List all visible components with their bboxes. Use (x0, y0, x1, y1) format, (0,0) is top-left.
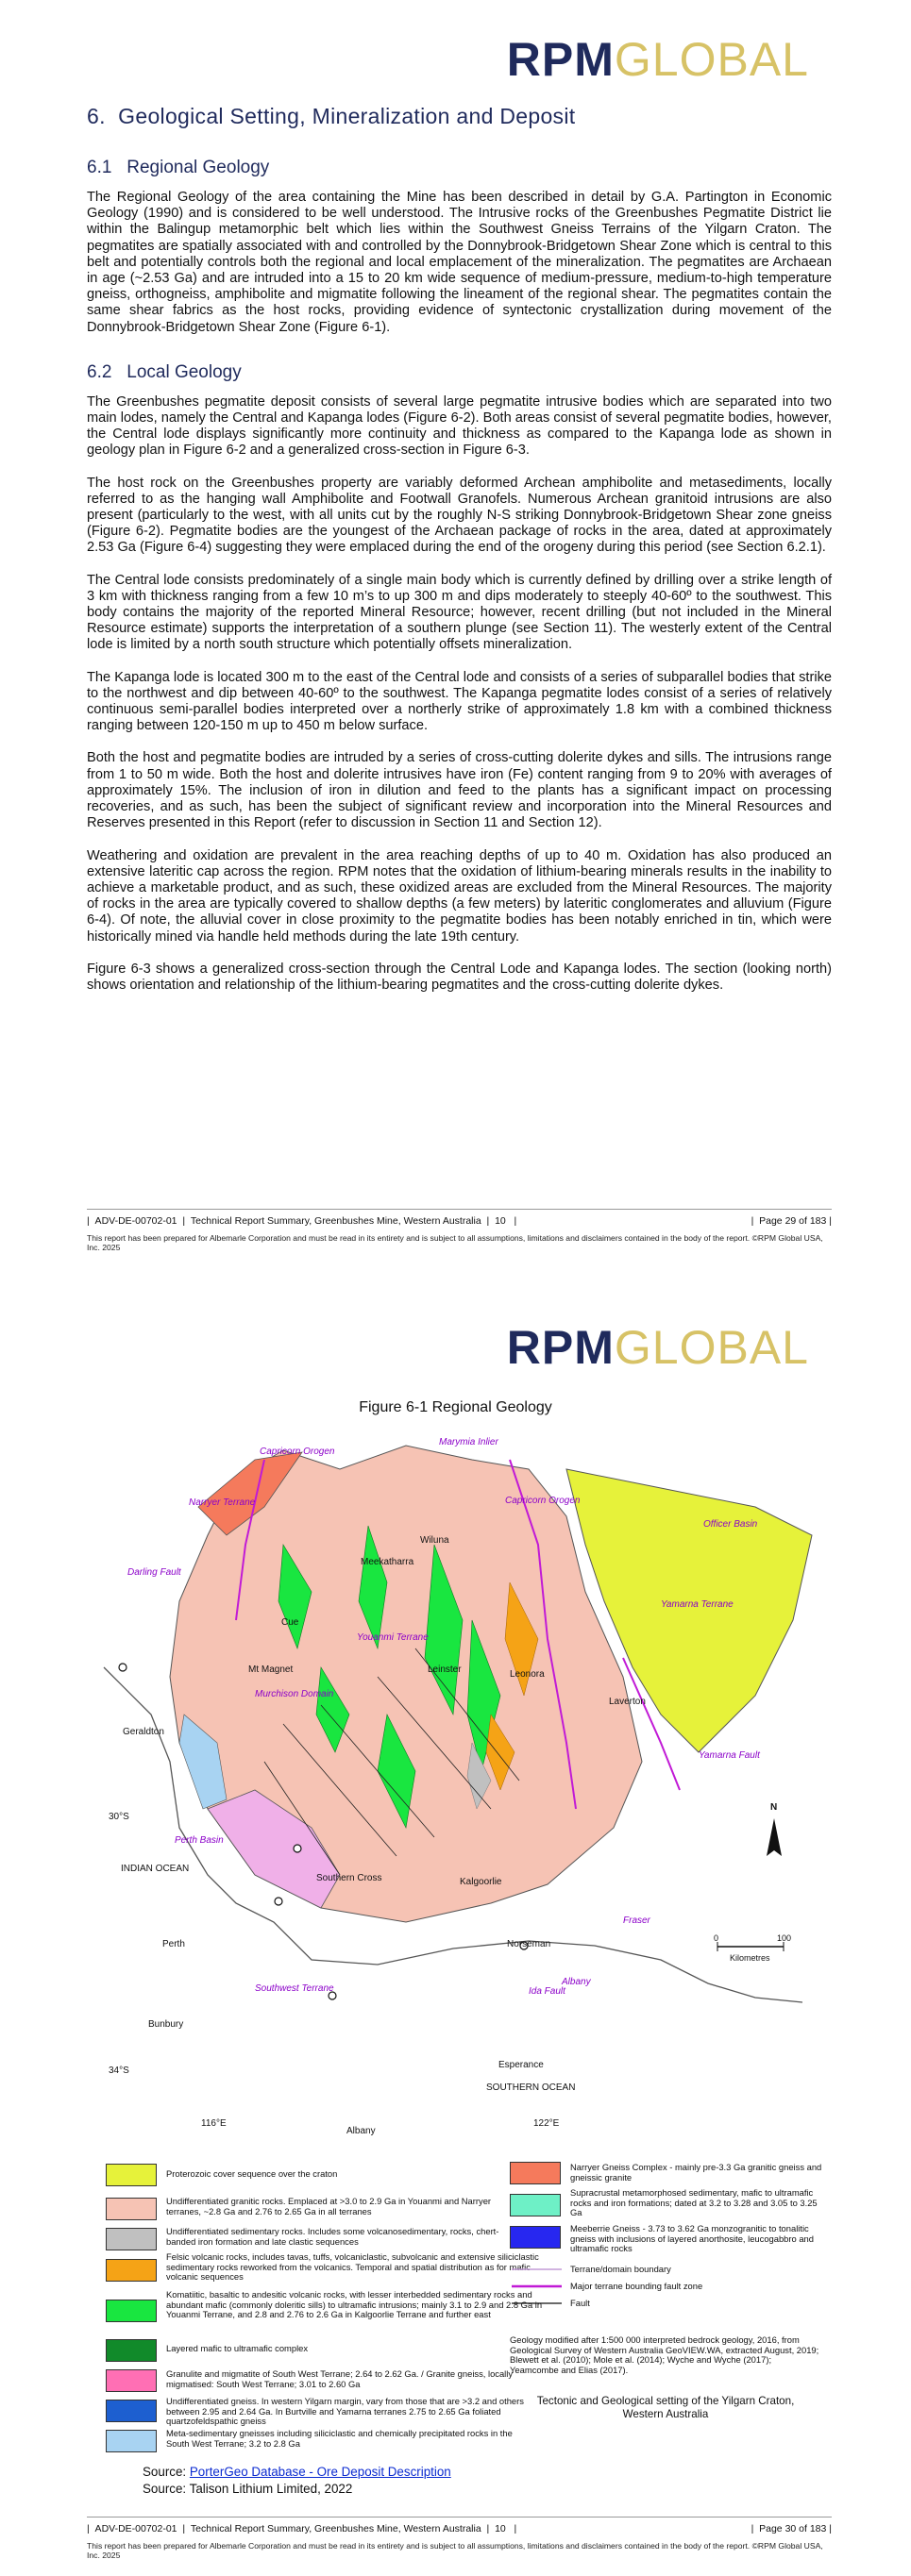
geology-source-note: Geology modified after 1:500 000 interpreted bedrock geology, 2016, from Geological Survey of Western Australia GeoVIEW.WA, extracted August, 2019; Blewett et al. (2010); Mole et al. (2014); Wyche and Wyche (2017); Yeamcombe and Elias (2017). (510, 2334, 819, 2375)
legend-item: Felsic volcanic rocks, includes tavas, tuffs, volcaniclastic, subvolcanic and extensive siliciclastic sedimentary rocks reworked from the volcanics. Temporal and spatial distribution as for mafic volcanic sequences (166, 2251, 539, 2283)
map-label-laverton: Laverton (609, 1697, 646, 1707)
map-label-kalgoorlie: Kalgoorlie (460, 1877, 502, 1887)
map-label-meekatharra: Meekatharra (361, 1557, 414, 1567)
legend-swatch (106, 2300, 157, 2322)
map-label-southern-ocean: SOUTHERN OCEAN (486, 2083, 576, 2093)
footer-page-number: | Page 29 of 183 | (751, 1215, 832, 1227)
footer-disclaimer: This report has been prepared for Albemarle Corporation and must be read in its entirety and is subject to all assumptions, limitations and disclaimers contained in the body of the report. ©RPM Global USA, Inc. 2025 (87, 1233, 823, 1252)
rpm-global-logo (506, 1321, 809, 1374)
legend-item: Granulite and migmatite of South West Terrane; 2.64 to 2.62 Ga. / Granite gneiss, locally migmatised: South West Terrane; 3.01 to 2.60 Ga (166, 2368, 514, 2389)
map-label-albany-fault: Albany (562, 1977, 591, 1987)
figure-source-2: Source: Talison Lithium Limited, 2022 (143, 2482, 353, 2496)
legend-swatch (510, 2162, 561, 2184)
source-prefix: Source: (143, 2465, 190, 2479)
legend-swatch (106, 2430, 157, 2452)
map-label-cue: Cue (281, 1617, 299, 1628)
map-label-capricorn-orogen: Capricorn Orogen (260, 1447, 335, 1457)
map-label-leinster: Leinster (428, 1664, 462, 1675)
local-geology-paragraph-2: The host rock on the Greenbushes property are variably deformed Archean amphibolite and metasediments, locally referred to as the hanging wall Amphibolite and Footwall Granofels. Numerous Archean granitoid intrusions are also present (particularly to the west, with all units cut by the roughly N-S striking Donnybrook-Bridgetown Shear zone gneiss (Figure 6-2). Pegmatite bodies are the youngest of the Archaean package of rocks in the area, dated at approximately 2.53 Ga (Figure 6-4) suggesting they were emplaced during the end of the orogeny during this period (see Section 6.2.1). (87, 475, 832, 556)
logo-global: GLOBAL (614, 1321, 809, 1374)
map-label-marymia-inlier: Marymia Inlier (439, 1437, 498, 1447)
map-caption: Tectonic and Geological setting of the Yilgarn Craton, Western Australia (536, 2395, 795, 2420)
map-label-leonora: Leonora (510, 1669, 545, 1680)
legend-line-terrane-boundary: Terrane/domain boundary (570, 2264, 671, 2274)
map-label-fraser: Fraser (623, 1915, 650, 1926)
local-geology-paragraph-7: Figure 6-3 shows a generalized cross-section through the Central Lode and Kapanga lodes. The section (looking north) shows orientation and relationship of the lithium-bearing pegmatites and the cross-cutting dolerite dykes. (87, 961, 832, 993)
section-6-heading: 6. Geological Setting, Mineralization and Deposit (87, 104, 576, 128)
legend-swatch (510, 2194, 561, 2216)
map-label-youanmi-terrane: Youanmi Terrane (357, 1632, 429, 1643)
map-label-kilometres: Kilometres (730, 1953, 770, 1963)
map-label-narryer-terrane: Narryer Terrane (189, 1497, 256, 1508)
rpm-global-logo (506, 33, 809, 86)
legend-item: Narryer Gneiss Complex - mainly pre-3.3 Ga granitic gneiss and gneissic granite (570, 2162, 822, 2183)
map-label-bunbury: Bunbury (148, 2019, 184, 2030)
section-6-2-title: 6.2 Local Geology (87, 361, 242, 382)
logo-rpm: RPM (506, 1321, 615, 1374)
section-6-1 (87, 158, 832, 994)
local-geology-paragraph-6: Weathering and oxidation are prevalent in the area reaching depths of up to 40 m. Oxidation has also produced an extensive lateritic cap across the region. RPM notes that the oxidation of lithium-bearing minerals results in the inability to achieve a marketable product, and as such, these oxidized areas are excluded from the Mineral Resources. The majority of rocks in the area are typically covered to shallow depths (a few meters) by lateritic conglomerates and alluvium (Figure 6-4). Of note, the alluvial cover in close proximity to the pegmatite bodies has been notably enriched in tin, which were historically mined via handle held methods during the late 19th century. (87, 847, 832, 945)
legend-swatch (106, 2198, 157, 2220)
map-label-darling-fault: Darling Fault (127, 1567, 181, 1578)
legend-item: Undifferentiated sedimentary rocks. Includes some volcanosedimentary, rocks, chert-banded iron formation and late clastic sequences (166, 2226, 499, 2247)
figure-title: Figure 6-1 Regional Geology (359, 1399, 552, 1415)
legend-item: Meta-sedimentary gneisses including siliciclastic and chemically precipitated rocks in the South West Terrane; 3.2 to 2.8 Ga (166, 2428, 513, 2449)
map-label-wiluna: Wiluna (420, 1535, 449, 1546)
regional-geology-paragraph: The Regional Geology of the area containing the Mine has been described in detail by G.A. Partington in Economic Geology (1990) and is considered to be well understood. The Intrusive rocks of the Greenbushes Pegmatite District lie within the Balingup metamorphic belt which lies within the Southwest Gneiss Terrains of the Yilgarn Craton. The pegmatites are spatially associated with and controlled by the Donnybrook-Bridgetown Shear Zone which is central to this belt and potentially controls both the regional and local emplacement of the mineralization. The pegmatites are Archaean in age (~2.53 Ga) and are intruded into a 15 to 20 km wide sequence of medium-pressure, medium-to-high temperature gneiss, orthogneiss, amphibolite and migmatite following the lineament of the regional shear. The pegmatites contain the same shear fabrics as the host rocks, providing evidence of syntectonic crystallization during movement of the Donnybrook-Bridgetown Shear Zone (Figure 6-1). (87, 190, 832, 335)
footer-doc-ref: | ADV-DE-00702-01 | Technical Report Summary, Greenbushes Mine, Western Australia | 10 | (87, 2523, 517, 2534)
map-label-yamarna-fault: Yamarna Fault (699, 1750, 760, 1761)
legend-item: Undifferentiated granitic rocks. Emplaced at >3.0 to 2.9 Ga in Youanmi and Narryer terranes, ~2.8 Ga and 2.76 to 2.65 Ga in all terranes (166, 2196, 492, 2216)
legend-swatch (510, 2226, 561, 2249)
legend-item: Supracrustal metamorphosed sedimentary, mafic to ultramafic rocks and iron formations; dated at 3.2 to 3.28 and 3.05 to 3.25 Ga (570, 2187, 818, 2218)
legend-swatch (106, 2369, 157, 2392)
legend-line-major-fault: Major terrane bounding fault zone (570, 2281, 703, 2291)
north-arrow-icon (767, 1818, 782, 1856)
figure-source-1 (143, 2465, 451, 2479)
footer-divider (87, 1209, 832, 1210)
map-label-southwest-terrane: Southwest Terrane (255, 1983, 334, 1994)
map-label-34s: 34°S (109, 2066, 129, 2076)
legend-item: Proterozoic cover sequence over the craton (166, 2168, 338, 2179)
map-label-capricorn-orogen-2: Capricorn Orogen (505, 1496, 581, 1506)
map-label-indian-ocean: INDIAN OCEAN (121, 1864, 190, 1874)
footer-disclaimer: This report has been prepared for Albemarle Corporation and must be read in its entirety and is subject to all assumptions, limitations and disclaimers contained in the body of the report. ©RPM Global USA, Inc. 2025 (87, 2541, 823, 2560)
line-legend-symbols (510, 2262, 566, 2318)
map-label-north: N (770, 1802, 778, 1813)
legend-swatch (106, 2400, 157, 2422)
map-label-yamarna-terrane: Yamarna Terrane (661, 1599, 734, 1610)
map-label-ida-fault: Ida Fault (529, 1986, 565, 1997)
legend-line-fault: Fault (570, 2298, 590, 2308)
map-label-norseman: Norseman (507, 1939, 551, 1949)
section-6-1-title: 6.1 Regional Geology (87, 158, 270, 177)
map-label-perth: Perth (162, 1939, 185, 1949)
legend-item: Undifferentiated gneiss. In western Yilgarn margin, vary from those that are >3.2 and others between 2.95 and 2.64 Ga. In Burtville and Yamarna terranes 2.75 to 2.65 Ga foliated quartzofeldspathic gneiss (166, 2396, 524, 2427)
legend-swatch (106, 2259, 157, 2282)
map-label-scale-100: 100 (777, 1933, 792, 1943)
map-label-esperance: Esperance (498, 2060, 544, 2070)
legend-item: Meeberrie Gneiss - 3.73 to 3.62 Ga monzogranitic to tonalitic gneiss with inclusions of layered anorthosite, leucogabbro and ultramafic rocks (570, 2223, 814, 2254)
footer-page-number: | Page 30 of 183 | (751, 2523, 832, 2534)
map-label-murchison-domain: Murchison Domain (255, 1689, 334, 1699)
legend-swatch (106, 2228, 157, 2250)
legend-swatch (106, 2164, 157, 2186)
legend-swatch (106, 2339, 157, 2362)
map-label-officer-basin: Officer Basin (703, 1519, 758, 1530)
logo-rpm: RPM (506, 33, 615, 86)
local-geology-paragraph-3: The Central lode consists predominately of a single main body which is currently defined by drilling over a strike length of 3 km with thickness ranging from a few 10 m’s to up 300 m and dips moderately to steeply 40-60º to the southwest. This body contains the majority of the reported Mineral Resource; however, recent drilling (but not included in the Mineral Resource estimate) supports the interpretation of a southern plunge (see Section 11). The westerly extent of the Central lode is limited by a north south structure which potentially offsets mineralization. (87, 572, 832, 653)
map-label-122e: 122°E (533, 2118, 560, 2129)
map-label-scale-0: 0 (714, 1933, 719, 1943)
map-label-mt-magnet: Mt Magnet (248, 1664, 294, 1675)
map-label-116e: 116°E (201, 2118, 227, 2129)
footer-doc-ref: | ADV-DE-00702-01 | Technical Report Summary, Greenbushes Mine, Western Australia | 10 | (87, 1215, 517, 1227)
logo-global: GLOBAL (614, 33, 809, 86)
local-geology-paragraph-5: Both the host and pegmatite bodies are intruded by a series of cross-cutting dolerite dykes and sills. The intrusions range from 1 to 50 m wide. Both the host and dolerite intrusives have iron (Fe) content ranging from 9 to 20% with averages of approximately 15%. The inclusion of iron in dilution and feed to the plants has a significant impact on processing recoveries, and as such, has been the subject of significant review and incorporation into the Mineral Resources and Reserves presented in this Report (refer to discussion in Section 11 and Section 12). (87, 750, 832, 831)
scale-bar (717, 1942, 784, 1951)
portergeo-link[interactable]: PorterGeo Database - Ore Deposit Description (189, 2465, 451, 2479)
map-label-southern-cross: Southern Cross (316, 1873, 382, 1883)
report-page-30 (0, 1288, 911, 2576)
map-label-perth-basin: Perth Basin (175, 1835, 224, 1846)
legend-item: Komatiitic, basaltic to andesitic volcanic rocks, with lesser interbedded sedimentary rocks and abundant mafic (commonly doleritic sills) to ultramafic intrusions; mainly 3.1 to 2.9 and 2.8 Ga in Youanmi Terrane, and 2.8 and 2.76 to 2.6 Ga in Kalgoorlie Terrane and further east (166, 2289, 543, 2320)
map-label-albany: Albany (346, 2126, 376, 2136)
local-geology-paragraph-4: The Kapanga lode is located 300 m to the east of the Central lode and consists of a series of subparallel bodies that strike to the northwest and dip between 40-60º to the southwest. The Kapanga pegmatite lodes consist of a series of relatively continuous semi-parallel bodies interpreted over a northerly strike of approximately 1.8 km with a combined thickness ranging between 120-150 m up to 450 m below surface. (87, 669, 832, 734)
map-label-30s: 30°S (109, 1812, 129, 1822)
legend-item: Layered mafic to ultramafic complex (166, 2343, 309, 2353)
local-geology-paragraph-1: The Greenbushes pegmatite deposit consists of several large pegmatite intrusive bodies which are separated into two main lodes, namely the Central and Kapanga lodes (Figure 6-2). Both areas consist of several pegmatite bodies, however, the Central lode displays significantly more continuity and thickness as compared to the Kapanga lode as shown in geology plan in Figure 6-2 and a generalized cross-section in Figure 6-3. (87, 393, 832, 459)
map-label-geraldton: Geraldton (123, 1727, 164, 1737)
